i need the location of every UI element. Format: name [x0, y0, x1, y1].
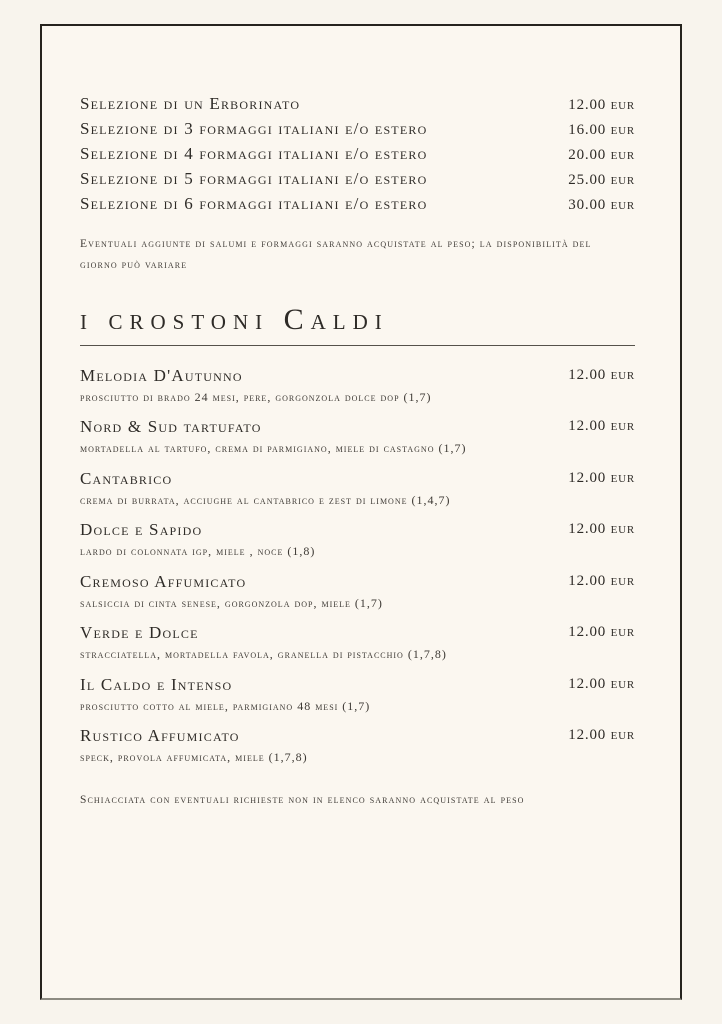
menu-item-name: Melodia D'Autunno — [80, 365, 243, 385]
menu-item-main — [80, 519, 315, 560]
cheese-selection-name: Selezione di 4 formaggi italiani e/o estero — [80, 144, 428, 163]
menu-page-frame — [40, 24, 682, 1000]
crostoni-items-list — [80, 365, 635, 766]
menu-item-main — [80, 468, 450, 509]
menu-item-price: 12.00 eur — [568, 675, 635, 692]
menu-item-name: Nord & Sud tartufato — [80, 417, 262, 437]
menu-item — [80, 468, 635, 509]
menu-item-main — [80, 725, 308, 766]
menu-item-name: Cantabrico — [80, 468, 173, 488]
menu-item-description: lardo di colonnata igp, miele , noce (1,8) — [80, 544, 316, 559]
menu-item — [80, 622, 635, 663]
schiacciata-footer-note: Schiacciata con eventuali richieste non in elenco saranno acquistate al peso — [80, 793, 525, 806]
menu-item-main — [80, 416, 466, 457]
menu-item-price: 12.00 eur — [568, 521, 635, 538]
menu-item-price: 12.00 eur — [568, 727, 635, 744]
cheese-selection-list — [80, 92, 635, 217]
cheese-selection-price: 20.00 eur — [568, 147, 635, 163]
menu-item-price: 12.00 eur — [568, 366, 635, 383]
menu-item-description: salsiccia di cinta senese, gorgonzola dop, miele (1,7) — [80, 595, 383, 610]
menu-item-name: Dolce e Sapido — [80, 520, 203, 540]
menu-item-main — [80, 622, 447, 663]
menu-item — [80, 674, 635, 715]
menu-item-description: crema di burrata, acciughe al cantabrico e zest di limone (1,4,7) — [80, 492, 451, 507]
menu-item-price: 12.00 eur — [568, 572, 635, 589]
cheese-selection-name: Selezione di 3 formaggi italiani e/o estero — [80, 119, 428, 138]
menu-item-name: Cremoso Affumicato — [80, 571, 247, 591]
cheese-selection-price: 12.00 eur — [568, 97, 635, 113]
menu-item — [80, 571, 635, 612]
menu-item-name: Verde e Dolce — [80, 623, 199, 643]
menu-item-description: speck, provola affumicata, miele (1,7,8) — [80, 750, 308, 765]
menu-item-price: 12.00 eur — [568, 469, 635, 486]
menu-item-description: prosciutto di brado 24 mesi, pere, gorgonzola dolce dop (1,7) — [80, 389, 432, 404]
menu-item-price: 12.00 eur — [568, 418, 635, 435]
menu-item-description: mortadella al tartufo, crema di parmigiano, miele di castagno (1,7) — [80, 441, 467, 456]
section-title-crostoni-caldi: i crostoni Caldi — [80, 302, 389, 336]
section-divider — [80, 345, 635, 346]
cheese-selection-row — [80, 92, 635, 117]
cheese-selection-name: Selezione di 6 formaggi italiani e/o estero — [80, 194, 428, 213]
cheese-selection-note: Eventuali aggiunte di salumi e formaggi saranno acquistate al peso; la disponibilità del giorno può variare — [80, 238, 592, 272]
menu-item-main — [80, 571, 383, 612]
cheese-selection-row — [80, 192, 635, 217]
menu-item — [80, 725, 635, 766]
menu-item-description: stracciatella, mortadella favola, granella di pistacchio (1,7,8) — [80, 647, 447, 662]
cheese-selection-name: Selezione di 5 formaggi italiani e/o estero — [80, 169, 428, 188]
cheese-selection-row — [80, 117, 635, 142]
menu-item-price: 12.00 eur — [568, 624, 635, 641]
menu-item-name: Il Caldo e Intenso — [80, 674, 233, 694]
menu-item-main — [80, 674, 370, 715]
cheese-selection-price: 25.00 eur — [568, 172, 635, 188]
cheese-selection-price: 30.00 eur — [568, 197, 635, 213]
menu-item-description: prosciutto cotto al miele, parmigiano 48 mesi (1,7) — [80, 698, 371, 713]
menu-item-name: Rustico Affumicato — [80, 726, 240, 746]
menu-content — [42, 26, 680, 806]
menu-item — [80, 416, 635, 457]
menu-item — [80, 519, 635, 560]
cheese-selection-price: 16.00 eur — [568, 122, 635, 138]
menu-item — [80, 365, 635, 406]
cheese-selection-row — [80, 167, 635, 192]
cheese-selection-name: Selezione di un Erborinato — [80, 94, 301, 113]
cheese-selection-row — [80, 142, 635, 167]
menu-item-main — [80, 365, 432, 406]
